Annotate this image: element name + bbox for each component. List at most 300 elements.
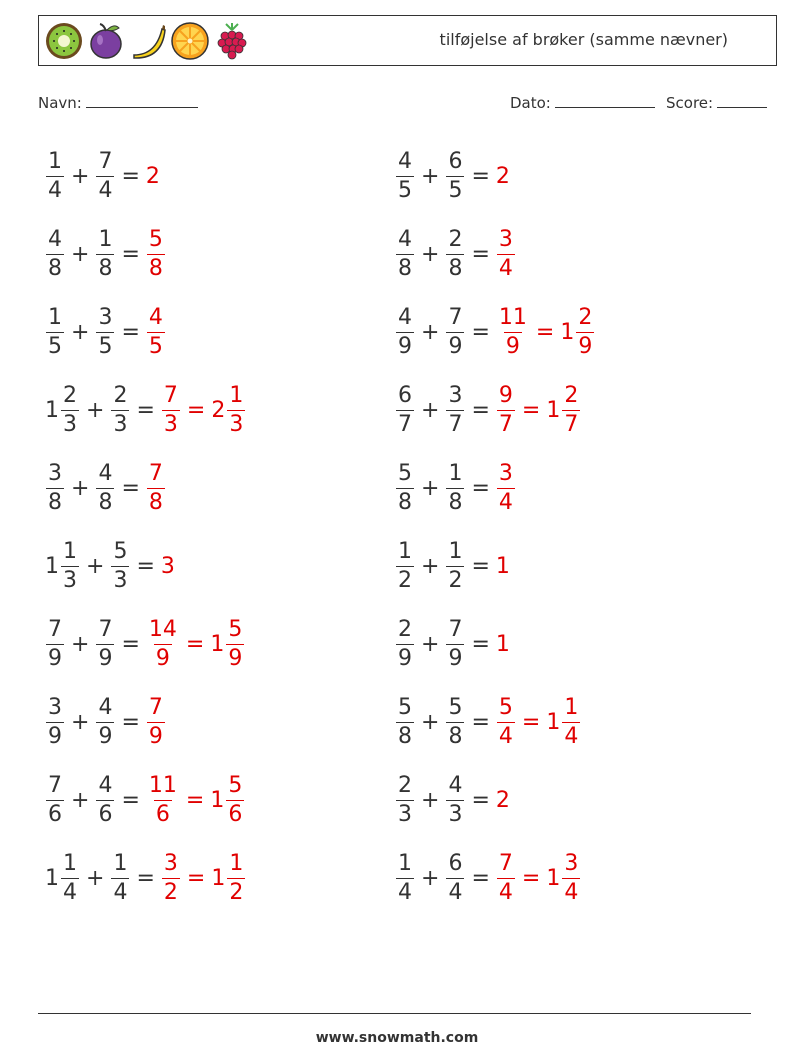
fraction bbox=[446, 616, 464, 671]
numerator: 4 bbox=[98, 460, 113, 486]
operand bbox=[95, 304, 115, 359]
problem-item bbox=[395, 302, 595, 362]
answer-term bbox=[211, 850, 246, 905]
denominator: 2 bbox=[229, 879, 244, 905]
plus-sign: + bbox=[71, 709, 90, 735]
denominator: 9 bbox=[398, 333, 412, 359]
fraction bbox=[61, 382, 79, 437]
operand bbox=[445, 538, 465, 593]
orange-icon bbox=[170, 21, 210, 61]
numerator: 1 bbox=[48, 148, 62, 174]
whole-number: 1 bbox=[495, 631, 510, 657]
operand bbox=[395, 460, 415, 515]
denominator: 8 bbox=[148, 255, 163, 281]
name-blank[interactable] bbox=[86, 93, 198, 108]
numerator: 5 bbox=[228, 616, 243, 642]
denominator: 4 bbox=[63, 879, 77, 905]
numerator: 6 bbox=[398, 382, 412, 408]
operand bbox=[45, 694, 65, 749]
fraction bbox=[562, 382, 580, 437]
operand bbox=[395, 850, 415, 905]
whole-number: 1 bbox=[210, 631, 225, 657]
denominator: 9 bbox=[578, 333, 593, 359]
numerator: 4 bbox=[398, 226, 412, 252]
fraction bbox=[446, 460, 464, 515]
answer-term bbox=[161, 554, 176, 579]
fraction bbox=[396, 694, 414, 749]
operand bbox=[45, 148, 65, 203]
problem-item bbox=[45, 692, 166, 752]
answer-term bbox=[146, 772, 180, 827]
equals-sign: = bbox=[521, 865, 541, 891]
denominator: 9 bbox=[98, 723, 113, 749]
equals-sign: = bbox=[535, 319, 555, 345]
denominator: 9 bbox=[228, 645, 243, 671]
operand bbox=[445, 616, 465, 671]
problem-item bbox=[395, 458, 516, 518]
fraction bbox=[446, 538, 464, 593]
equals-sign: = bbox=[121, 787, 140, 813]
plus-sign: + bbox=[421, 553, 440, 579]
plus-sign: + bbox=[421, 475, 440, 501]
problem-item bbox=[395, 770, 511, 830]
numerator: 1 bbox=[448, 538, 463, 564]
answer-term bbox=[560, 304, 595, 359]
equals-sign: = bbox=[471, 787, 490, 813]
fraction bbox=[396, 538, 414, 593]
equals-sign: = bbox=[121, 475, 140, 501]
numerator: 3 bbox=[98, 304, 113, 330]
operand bbox=[45, 304, 65, 359]
answer-term bbox=[496, 382, 516, 437]
fraction bbox=[396, 226, 414, 281]
numerator: 3 bbox=[48, 460, 62, 486]
whole-number: 2 bbox=[495, 163, 510, 189]
plum-icon bbox=[86, 21, 126, 61]
answer-term bbox=[496, 226, 516, 281]
denominator: 6 bbox=[48, 801, 62, 827]
numerator: 3 bbox=[564, 850, 579, 876]
fraction bbox=[96, 460, 114, 515]
operand bbox=[445, 148, 465, 203]
problem-item bbox=[45, 380, 246, 440]
equals-sign: = bbox=[121, 709, 140, 735]
answer-term bbox=[146, 226, 166, 281]
numerator: 6 bbox=[448, 850, 463, 876]
denominator: 8 bbox=[98, 489, 113, 515]
fraction bbox=[396, 382, 414, 437]
plus-sign: + bbox=[421, 787, 440, 813]
equals-sign: = bbox=[136, 865, 155, 891]
numerator: 6 bbox=[448, 148, 463, 174]
numerator: 4 bbox=[448, 772, 463, 798]
worksheet-header bbox=[38, 15, 777, 66]
numerator: 7 bbox=[98, 616, 113, 642]
denominator: 3 bbox=[63, 411, 77, 437]
operand bbox=[395, 694, 415, 749]
fraction bbox=[497, 850, 515, 905]
fraction bbox=[111, 382, 129, 437]
score-blank[interactable] bbox=[717, 93, 767, 108]
numerator: 7 bbox=[498, 850, 513, 876]
denominator: 9 bbox=[98, 645, 113, 671]
denominator: 4 bbox=[564, 723, 579, 749]
numerator: 5 bbox=[448, 694, 463, 720]
denominator: 4 bbox=[498, 879, 513, 905]
plus-sign: + bbox=[71, 475, 90, 501]
name-label: Navn: bbox=[38, 94, 82, 112]
numerator: 3 bbox=[498, 226, 513, 252]
fraction bbox=[111, 538, 129, 593]
numerator: 2 bbox=[113, 382, 128, 408]
plus-sign: + bbox=[71, 241, 90, 267]
numerator: 3 bbox=[48, 694, 62, 720]
fraction bbox=[396, 772, 414, 827]
fraction bbox=[147, 694, 165, 749]
fraction bbox=[46, 304, 64, 359]
fraction bbox=[46, 694, 64, 749]
fraction bbox=[396, 850, 414, 905]
score-label: Score: bbox=[666, 94, 714, 112]
whole-number: 1 bbox=[495, 553, 510, 579]
operand bbox=[110, 538, 130, 593]
whole-number: 2 bbox=[145, 163, 160, 189]
numerator: 5 bbox=[228, 772, 243, 798]
denominator: 3 bbox=[398, 801, 412, 827]
fraction bbox=[497, 226, 515, 281]
whole-number: 1 bbox=[210, 787, 225, 813]
numerator: 4 bbox=[148, 304, 163, 330]
numerator: 4 bbox=[98, 772, 113, 798]
operand bbox=[45, 382, 80, 437]
denominator: 9 bbox=[148, 723, 163, 749]
fraction bbox=[562, 850, 580, 905]
answer-term bbox=[496, 460, 516, 515]
raspberry-icon bbox=[212, 21, 252, 61]
equals-sign: = bbox=[471, 709, 490, 735]
whole-number: 1 bbox=[560, 319, 575, 345]
problem-item bbox=[395, 692, 581, 752]
numerator: 1 bbox=[63, 850, 77, 876]
answer-term bbox=[546, 850, 581, 905]
answer-term bbox=[211, 382, 246, 437]
problem-item bbox=[45, 770, 245, 830]
denominator: 3 bbox=[163, 411, 178, 437]
equals-sign: = bbox=[186, 397, 206, 423]
fraction bbox=[46, 148, 64, 203]
problem-item bbox=[45, 302, 166, 362]
fraction bbox=[576, 304, 594, 359]
denominator: 6 bbox=[98, 801, 113, 827]
footer-url: www.snowmath.com bbox=[315, 1030, 479, 1046]
problem-item bbox=[395, 614, 511, 674]
banana-icon bbox=[128, 21, 168, 61]
denominator: 7 bbox=[564, 411, 579, 437]
fraction bbox=[446, 304, 464, 359]
denominator: 8 bbox=[398, 255, 412, 281]
numerator: 2 bbox=[398, 616, 412, 642]
numerator: 5 bbox=[498, 694, 513, 720]
operand bbox=[95, 772, 115, 827]
fraction bbox=[96, 616, 114, 671]
operand bbox=[45, 616, 65, 671]
equals-sign: = bbox=[185, 631, 205, 657]
denominator: 8 bbox=[98, 255, 113, 281]
denominator: 6 bbox=[228, 801, 243, 827]
plus-sign: + bbox=[86, 397, 105, 423]
whole-number: 2 bbox=[211, 397, 226, 423]
numerator: 7 bbox=[148, 694, 163, 720]
numerator: 3 bbox=[163, 850, 178, 876]
fraction bbox=[96, 304, 114, 359]
numerator: 7 bbox=[448, 616, 463, 642]
numerator: 1 bbox=[398, 850, 412, 876]
numerator: 14 bbox=[148, 616, 177, 642]
problem-item bbox=[395, 380, 581, 440]
fraction bbox=[46, 772, 64, 827]
denominator: 9 bbox=[48, 723, 62, 749]
plus-sign: + bbox=[421, 397, 440, 423]
plus-sign: + bbox=[71, 631, 90, 657]
denominator: 8 bbox=[448, 723, 463, 749]
denominator: 5 bbox=[448, 177, 463, 203]
answer-term bbox=[146, 304, 166, 359]
fraction bbox=[396, 148, 414, 203]
denominator: 5 bbox=[48, 333, 62, 359]
plus-sign: + bbox=[421, 865, 440, 891]
denominator: 4 bbox=[498, 489, 513, 515]
kiwi-icon bbox=[44, 21, 84, 61]
plus-sign: + bbox=[71, 319, 90, 345]
fraction bbox=[446, 226, 464, 281]
denominator: 4 bbox=[113, 879, 128, 905]
numerator: 4 bbox=[398, 304, 412, 330]
operand bbox=[395, 616, 415, 671]
numerator: 2 bbox=[398, 772, 412, 798]
operand bbox=[45, 772, 65, 827]
fraction bbox=[61, 538, 79, 593]
numerator: 4 bbox=[98, 694, 113, 720]
fruit-icons bbox=[44, 21, 252, 61]
operand bbox=[95, 694, 115, 749]
operand bbox=[445, 226, 465, 281]
operand bbox=[45, 538, 80, 593]
denominator: 8 bbox=[398, 489, 412, 515]
plus-sign: + bbox=[86, 553, 105, 579]
fraction bbox=[396, 460, 414, 515]
fraction bbox=[396, 616, 414, 671]
operand bbox=[45, 460, 65, 515]
equals-sign: = bbox=[471, 397, 490, 423]
denominator: 2 bbox=[398, 567, 412, 593]
denominator: 8 bbox=[48, 255, 62, 281]
fraction bbox=[497, 460, 515, 515]
numerator: 7 bbox=[98, 148, 113, 174]
denominator: 4 bbox=[564, 879, 579, 905]
operand bbox=[395, 304, 415, 359]
denominator: 3 bbox=[113, 567, 128, 593]
denominator: 5 bbox=[398, 177, 412, 203]
denominator: 6 bbox=[155, 801, 170, 827]
score-field bbox=[666, 93, 767, 112]
denominator: 4 bbox=[48, 177, 62, 203]
numerator: 1 bbox=[564, 694, 579, 720]
fraction bbox=[446, 772, 464, 827]
operand bbox=[110, 850, 130, 905]
plus-sign: + bbox=[421, 319, 440, 345]
answer-term bbox=[146, 460, 166, 515]
denominator: 4 bbox=[498, 255, 513, 281]
fraction bbox=[446, 850, 464, 905]
numerator: 11 bbox=[498, 304, 527, 330]
answer-term bbox=[146, 694, 166, 749]
equals-sign: = bbox=[121, 319, 140, 345]
numerator: 3 bbox=[448, 382, 463, 408]
answer-term bbox=[496, 304, 530, 359]
fraction bbox=[446, 694, 464, 749]
operand bbox=[445, 460, 465, 515]
equals-sign: = bbox=[471, 631, 490, 657]
plus-sign: + bbox=[71, 163, 90, 189]
whole-number: 1 bbox=[45, 397, 59, 423]
equals-sign: = bbox=[185, 787, 205, 813]
whole-number: 3 bbox=[160, 553, 175, 579]
fraction bbox=[226, 616, 244, 671]
problem-item bbox=[395, 224, 516, 284]
denominator: 9 bbox=[155, 645, 170, 671]
fraction bbox=[446, 148, 464, 203]
plus-sign: + bbox=[86, 865, 105, 891]
worksheet-title: tilføjelse af brøker (samme nævner) bbox=[439, 30, 728, 49]
operand bbox=[395, 226, 415, 281]
answer-term bbox=[146, 164, 161, 189]
answer-term bbox=[496, 694, 516, 749]
problem-item bbox=[395, 536, 511, 596]
operand bbox=[95, 616, 115, 671]
denominator: 3 bbox=[448, 801, 463, 827]
date-field bbox=[510, 93, 655, 112]
fraction bbox=[497, 304, 529, 359]
fraction bbox=[46, 616, 64, 671]
denominator: 3 bbox=[113, 411, 128, 437]
equals-sign: = bbox=[121, 241, 140, 267]
name-field bbox=[38, 93, 198, 112]
answer-term bbox=[546, 694, 581, 749]
answer-term bbox=[210, 772, 245, 827]
operand bbox=[445, 304, 465, 359]
fraction bbox=[162, 850, 180, 905]
answer-term bbox=[496, 554, 511, 579]
fraction bbox=[227, 382, 245, 437]
denominator: 3 bbox=[229, 411, 244, 437]
equals-sign: = bbox=[121, 631, 140, 657]
denominator: 3 bbox=[63, 567, 77, 593]
footer-divider bbox=[38, 1013, 751, 1014]
numerator: 2 bbox=[63, 382, 77, 408]
operand bbox=[110, 382, 130, 437]
fraction bbox=[96, 148, 114, 203]
denominator: 7 bbox=[498, 411, 513, 437]
fraction bbox=[147, 616, 179, 671]
whole-number: 1 bbox=[45, 553, 59, 579]
problem-item bbox=[45, 536, 176, 596]
problem-item bbox=[45, 848, 246, 908]
denominator: 4 bbox=[498, 723, 513, 749]
numerator: 11 bbox=[148, 772, 177, 798]
whole-number: 1 bbox=[546, 397, 561, 423]
denominator: 4 bbox=[98, 177, 113, 203]
fraction bbox=[497, 382, 515, 437]
equals-sign: = bbox=[186, 865, 206, 891]
operand bbox=[445, 694, 465, 749]
whole-number: 1 bbox=[211, 865, 226, 891]
denominator: 4 bbox=[448, 879, 463, 905]
denominator: 8 bbox=[48, 489, 62, 515]
numerator: 1 bbox=[48, 304, 62, 330]
numerator: 4 bbox=[48, 226, 62, 252]
operand bbox=[45, 226, 65, 281]
fraction bbox=[46, 460, 64, 515]
denominator: 8 bbox=[398, 723, 412, 749]
numerator: 7 bbox=[48, 616, 62, 642]
plus-sign: + bbox=[71, 787, 90, 813]
numerator: 2 bbox=[448, 226, 463, 252]
plus-sign: + bbox=[421, 163, 440, 189]
equals-sign: = bbox=[471, 865, 490, 891]
answer-term bbox=[161, 850, 181, 905]
problem-item bbox=[45, 458, 166, 518]
numerator: 1 bbox=[229, 382, 244, 408]
operand bbox=[445, 850, 465, 905]
numerator: 3 bbox=[498, 460, 513, 486]
equals-sign: = bbox=[471, 163, 490, 189]
answer-term bbox=[496, 850, 516, 905]
fraction bbox=[497, 694, 515, 749]
answer-term bbox=[146, 616, 180, 671]
numerator: 7 bbox=[448, 304, 463, 330]
answer-term bbox=[496, 164, 511, 189]
whole-number: 2 bbox=[495, 787, 510, 813]
numerator: 7 bbox=[163, 382, 178, 408]
numerator: 1 bbox=[448, 460, 463, 486]
denominator: 8 bbox=[448, 255, 463, 281]
operand bbox=[95, 460, 115, 515]
equals-sign: = bbox=[471, 553, 490, 579]
problem-item bbox=[45, 146, 161, 206]
denominator: 9 bbox=[505, 333, 520, 359]
denominator: 5 bbox=[148, 333, 163, 359]
fraction bbox=[147, 304, 165, 359]
fraction bbox=[96, 772, 114, 827]
numerator: 5 bbox=[398, 694, 412, 720]
whole-number: 1 bbox=[45, 865, 59, 891]
operand bbox=[395, 382, 415, 437]
operand bbox=[45, 850, 80, 905]
numerator: 1 bbox=[113, 850, 128, 876]
operand bbox=[395, 772, 415, 827]
answer-term bbox=[496, 788, 511, 813]
denominator: 9 bbox=[398, 645, 412, 671]
denominator: 8 bbox=[448, 489, 463, 515]
numerator: 9 bbox=[498, 382, 513, 408]
date-blank[interactable] bbox=[555, 93, 655, 108]
numerator: 7 bbox=[148, 460, 163, 486]
denominator: 9 bbox=[448, 333, 463, 359]
problem-item bbox=[395, 848, 581, 908]
fraction bbox=[162, 382, 180, 437]
fraction bbox=[562, 694, 580, 749]
equals-sign: = bbox=[471, 241, 490, 267]
